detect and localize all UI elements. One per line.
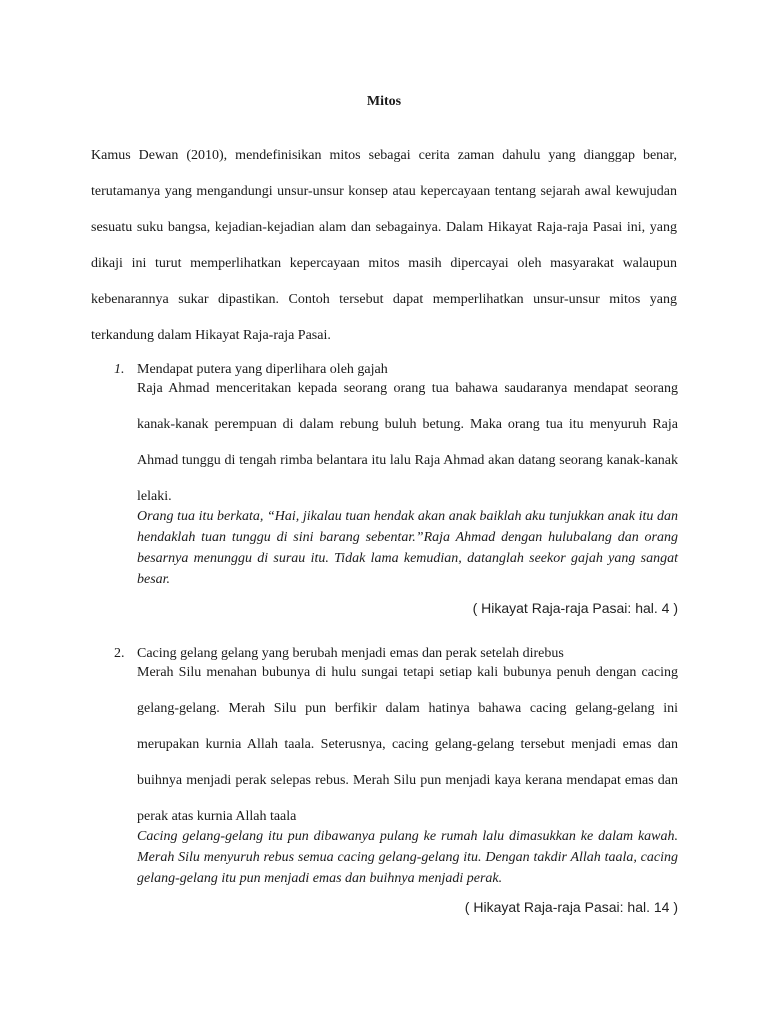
list-item-source: ( Hikayat Raja-raja Pasai: hal. 4 )	[472, 600, 678, 616]
list-item-quote: Cacing gelang-gelang itu pun dibawanya pulang ke rumah lalu dimasukkan ke dalam kawah. Merah Silu menyuruh rebus semua cacing gelang-gelang itu. Dengan takdir Allah taala, cacing gelang-gelang itu pun menjadi emas dan buihnya menjadi perak.	[137, 829, 678, 886]
list-item-number: 1.	[114, 362, 125, 377]
list-item	[114, 645, 678, 915]
list-item	[114, 361, 678, 616]
list-item-heading-text: Cacing gelang gelang yang berubah menjadi emas dan perak setelah direbus	[137, 646, 564, 661]
page-title: Mitos	[366, 94, 402, 109]
list-item-body: Merah Silu menahan bubunya di hulu sungai tetapi setiap kali bubunya penuh dengan cacing gelang-gelang. Merah Silu pun berfikir dalam hatinya bahawa cacing gelang-gelang ini merupakan kurnia Allah taala. Seterusnya, cacing gelang-gelang tersebut menjadi emas dan buihnya menjadi perak selepas rebus. Merah Silu pun menjadi kaya kerana mendapat emas dan perak atas kurnia Allah taala	[137, 665, 678, 824]
list-item-source: ( Hikayat Raja-raja Pasai: hal. 14 )	[464, 899, 678, 915]
list-item-quote: Orang tua itu berkata, “Hai, jikalau tuan hendak akan anak baiklah aku tunjukkan anak itu dan hendaklah tuan tunggu di sini barang sebentar.”Raja Ahmad dengan hulubalang dan orang besarnya menunggu di surau itu. Tidak lama kemudian, datanglah seekor gajah yang sangat besar.	[137, 509, 678, 587]
intro-paragraph: Kamus Dewan (2010), mendefinisikan mitos sebagai cerita zaman dahulu yang dianggap benar, terutamanya yang mengandungi unsur-unsur konsep atau kepercayaan tentang sejarah awal kewujudan sesuatu suku bangsa, kejadian-kejadian alam dan sebagainya. Dalam Hikayat Raja-raja Pasai ini, yang dikaji ini turut memperlihatkan kepercayaan mitos masih dipercayai oleh masyarakat walaupun kebenarannya sukar dipastikan. Contoh tersebut dapat memperlihatkan unsur-unsur mitos yang terkandung dalam Hikayat Raja-raja Pasai.	[91, 148, 677, 343]
list-item-heading-text: Mendapat putera yang diperlihara oleh gajah	[137, 362, 388, 377]
list-item-body: Raja Ahmad menceritakan kepada seorang orang tua bahawa saudaranya mendapat seorang kanak-kanak perempuan di dalam rebung buluh betung. Maka orang tua itu menyuruh Raja Ahmad tunggu di tengah rimba belantara itu lalu Raja Ahmad akan datang seorang kanak-kanak lelaki.	[137, 381, 678, 504]
list-item-number: 2.	[114, 646, 125, 661]
